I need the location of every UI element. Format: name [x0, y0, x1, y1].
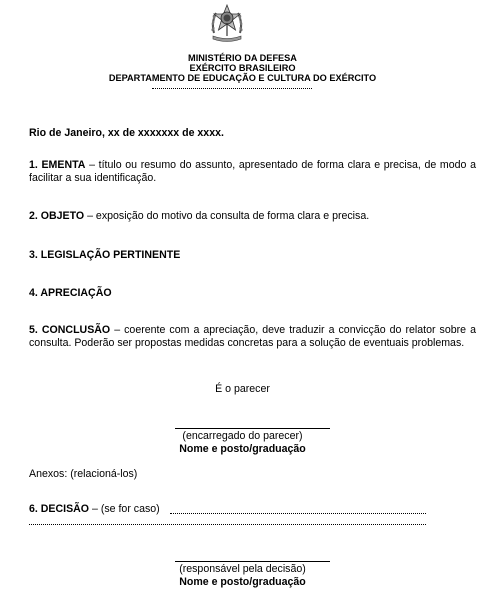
header-department: DEPARTAMENTO DE EDUCAÇÃO E CULTURA DO EXÉRCITO	[108, 73, 377, 83]
header-army: EXÉRCITO BRASILEIRO	[189, 63, 296, 73]
decisao-dotted-fill-2	[29, 524, 426, 525]
date-line: Rio de Janeiro, xx de xxxxxxx de xxxx.	[29, 127, 224, 139]
signature-line-2	[175, 561, 330, 562]
section-conclusao-text: – coerente com a apreciação, deve traduzir a convicção do relator sobre a consulta. Poderão ser propostas medidas concretas para a solução de eventuais problemas.	[29, 324, 476, 349]
section-ementa	[29, 159, 476, 185]
signature-1-role: (encarregado do parecer)	[182, 430, 303, 442]
section-ementa-heading: 1. EMENTA	[29, 159, 86, 171]
section-legislacao-heading: 3. LEGISLAÇÃO PERTINENTE	[29, 249, 181, 261]
section-decisao-heading: 6. DECISÃO	[29, 503, 90, 515]
section-conclusao	[29, 324, 476, 350]
anexos-line: Anexos: (relacioná-los)	[29, 468, 138, 480]
signature-2-role: (responsável pela decisão)	[179, 563, 306, 575]
section-conclusao-heading: 5. CONCLUSÃO	[29, 324, 111, 336]
closing-text: É o parecer	[215, 383, 270, 395]
header-dotted-rule	[152, 88, 312, 89]
coat-of-arms-icon	[208, 3, 246, 45]
signature-line-1	[175, 428, 330, 429]
section-apreciacao-heading: 4. APRECIAÇÃO	[29, 287, 112, 299]
section-decisao	[29, 503, 160, 516]
section-objeto	[29, 210, 476, 223]
section-objeto-heading: 2. OBJETO	[29, 210, 85, 222]
section-ementa-text: – título ou resumo do assunto, apresentado de forma clara e precisa, de modo a facilitar a sua identificação.	[29, 159, 476, 184]
header-ministry: MINISTÉRIO DA DEFESA	[188, 53, 297, 63]
signature-2-name: Nome e posto/graduação	[179, 576, 306, 588]
decisao-dotted-fill-1	[170, 513, 426, 514]
section-objeto-text: – exposição do motivo da consulta de forma clara e precisa.	[84, 210, 370, 222]
section-decisao-text: – (se for caso)	[89, 503, 160, 515]
signature-1-name: Nome e posto/graduação	[179, 443, 306, 455]
